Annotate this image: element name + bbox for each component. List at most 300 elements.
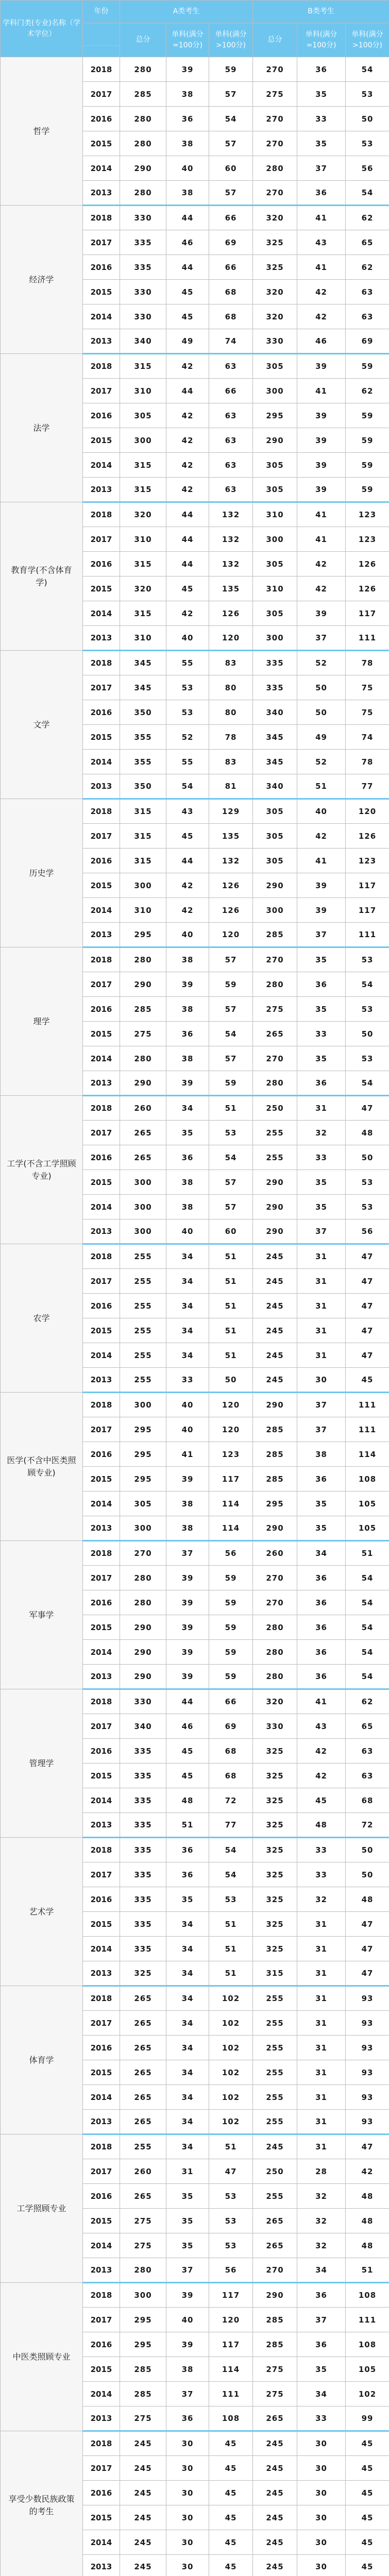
b-total-cell: 245 [253,1318,297,1343]
a-single-100-cell: 38 [166,1170,209,1195]
b-single-gt100-cell: 117 [346,873,389,898]
a-single-100-cell: 42 [166,873,209,898]
a-total-cell: 350 [120,774,166,799]
b-single-100-cell: 41 [297,255,346,280]
b-total-cell: 290 [253,1170,297,1195]
b-total-cell: 245 [253,2456,297,2481]
a-single-gt100-cell: 56 [209,2258,253,2283]
subject-name: 享受少数民族政策的考生 [1,2431,83,2576]
a-single-gt100-cell: 51 [209,1244,253,1269]
a-total-cell: 265 [120,1145,166,1170]
a-single-100-cell: 38 [166,997,209,1022]
b-single-gt100-cell: 51 [346,1541,389,1566]
b-single-100-cell: 28 [297,2159,346,2184]
subject-name: 医学(不含中医类照顾专业) [1,1393,83,1541]
b-total-cell: 285 [253,2332,297,2357]
b-single-100-cell: 34 [297,2382,346,2406]
b-single-100-cell: 37 [297,923,346,947]
b-total-cell: 290 [253,428,297,453]
a-single-100-header: 单科(满分=100分) [166,23,209,57]
table-header [1,1,389,57]
year-cell: 2013 [83,923,120,947]
year-cell: 2017 [83,675,120,700]
b-single-gt100-cell: 54 [346,972,389,997]
year-cell: 2016 [83,1442,120,1467]
b-single-100-cell: 30 [297,1368,346,1393]
a-single-gt100-cell: 114 [209,1516,253,1541]
b-total-cell: 280 [253,1640,297,1665]
a-total-cell: 330 [120,206,166,230]
a-total-cell: 290 [120,1665,166,1689]
b-total-cell: 345 [253,725,297,750]
a-single-100-cell: 34 [166,2060,209,2085]
a-single-100-cell: 34 [166,1912,209,1937]
a-single-100-cell: 45 [166,824,209,849]
year-cell: 2015 [83,131,120,156]
b-single-gt100-cell: 45 [346,2555,389,2576]
a-single-100-cell: 45 [166,280,209,304]
a-total-cell: 320 [120,502,166,527]
b-total-cell: 325 [253,1838,297,1862]
year-cell: 2016 [83,1294,120,1318]
b-total-cell: 325 [253,1887,297,1912]
year-cell: 2018 [83,206,120,230]
subject-column-header: 学科门类(专业)名称（学术学位） [1,1,83,57]
b-total-cell: 270 [253,131,297,156]
b-single-gt100-cell: 56 [346,156,389,181]
year-cell: 2014 [83,1492,120,1516]
a-single-100-cell: 36 [166,1862,209,1887]
year-cell: 2016 [83,700,120,725]
a-total-cell: 335 [120,1813,166,1838]
b-single-100-cell: 39 [297,873,346,898]
b-total-cell: 270 [253,107,297,131]
table-row [1,1986,389,2011]
a-single-gt100-cell: 135 [209,824,253,849]
year-header-spacer-2 [83,46,120,57]
b-single-100-cell: 35 [297,1516,346,1541]
a-single-gt100-cell: 51 [209,2134,253,2159]
b-single-100-cell: 50 [297,700,346,725]
b-single-100-cell: 35 [297,1170,346,1195]
a-total-cell: 305 [120,1492,166,1516]
year-cell: 2018 [83,1244,120,1269]
b-total-cell: 285 [253,923,297,947]
b-total-cell: 305 [253,799,297,824]
year-cell: 2015 [83,873,120,898]
a-single-gt100-cell: 117 [209,2332,253,2357]
a-total-cell: 315 [120,478,166,502]
subject-name: 文学 [1,651,83,799]
a-total-cell: 280 [120,1566,166,1590]
a-total-cell: 300 [120,2283,166,2308]
subject-name: 法学 [1,354,83,502]
b-single-gt100-cell: 93 [346,2011,389,2036]
b-single-100-cell: 35 [297,1046,346,1071]
b-single-gt100-cell: 93 [346,2085,389,2110]
b-single-gt100-cell: 50 [346,1022,389,1046]
a-single-100-cell: 48 [166,1788,209,1813]
b-single-100-cell: 34 [297,1541,346,1566]
year-cell: 2018 [83,502,120,527]
year-cell: 2014 [83,156,120,181]
b-single-gt100-cell: 111 [346,1393,389,1417]
a-total-cell: 255 [120,1368,166,1393]
a-total-cell: 330 [120,304,166,329]
b-single-100-cell: 31 [297,1318,346,1343]
a-single-100-cell: 36 [166,1838,209,1862]
a-single-100-cell: 30 [166,2530,209,2555]
b-single-100-cell: 37 [297,626,346,651]
year-cell: 2013 [83,1516,120,1541]
a-total-cell: 300 [120,1516,166,1541]
b-single-gt100-cell: 72 [346,1813,389,1838]
a-single-100-cell: 43 [166,799,209,824]
a-single-100-cell: 40 [166,2308,209,2332]
year-cell: 2014 [83,453,120,478]
b-total-cell: 270 [253,57,297,82]
b-single-100-cell: 31 [297,2060,346,2085]
a-single-gt100-cell: 45 [209,2456,253,2481]
b-total-cell: 300 [253,527,297,552]
group-b-header: B类考生 [253,1,389,23]
b-single-gt100-cell: 54 [346,1566,389,1590]
a-total-cell: 265 [120,2184,166,2209]
a-single-gt100-cell: 68 [209,1739,253,1764]
b-total-cell: 295 [253,1492,297,1516]
a-single-100-cell: 38 [166,82,209,107]
b-single-gt100-cell: 123 [346,527,389,552]
year-cell: 2018 [83,1838,120,1862]
b-single-gt100-cell: 59 [346,428,389,453]
a-single-100-cell: 30 [166,2555,209,2576]
b-single-100-cell: 50 [297,675,346,700]
year-cell: 2016 [83,1590,120,1615]
a-total-cell: 255 [120,1294,166,1318]
year-cell: 2017 [83,1714,120,1739]
b-single-100-cell: 36 [297,1640,346,1665]
subject-name: 体育学 [1,1986,83,2134]
b-single-100-cell: 30 [297,2530,346,2555]
a-single-100-cell: 44 [166,206,209,230]
b-single-gt100-cell: 62 [346,379,389,403]
year-column-header: 年份 [83,1,120,23]
a-single-gt100-header: 单科(满分>100分) [209,23,253,57]
a-single-gt100-cell: 80 [209,700,253,725]
b-single-100-cell: 31 [297,1244,346,1269]
year-cell: 2017 [83,2456,120,2481]
a-single-gt100-cell: 66 [209,255,253,280]
a-single-gt100-cell: 59 [209,57,253,82]
b-single-100-cell: 30 [297,2431,346,2456]
year-cell: 2018 [83,354,120,379]
a-total-header: 总分 [120,23,166,57]
b-total-cell: 295 [253,403,297,428]
b-single-100-header: 单科(满分=100分) [297,23,346,57]
a-single-gt100-cell: 63 [209,403,253,428]
a-single-gt100-cell: 53 [209,1887,253,1912]
a-single-gt100-cell: 59 [209,1665,253,1689]
a-single-gt100-cell: 51 [209,1269,253,1294]
b-single-100-cell: 31 [297,1912,346,1937]
a-total-cell: 280 [120,1046,166,1071]
year-cell: 2018 [83,1096,120,1121]
a-total-cell: 245 [120,2481,166,2505]
b-single-100-cell: 42 [297,824,346,849]
b-total-cell: 280 [253,1615,297,1640]
b-single-100-cell: 33 [297,1022,346,1046]
subject-name: 经济学 [1,206,83,354]
a-single-100-cell: 34 [166,1937,209,1961]
b-single-gt100-cell: 53 [346,997,389,1022]
a-total-cell: 280 [120,107,166,131]
b-total-cell: 325 [253,1739,297,1764]
b-total-cell: 270 [253,947,297,972]
b-single-100-cell: 35 [297,131,346,156]
b-single-gt100-cell: 93 [346,2036,389,2060]
b-total-cell: 290 [253,1195,297,1219]
b-single-gt100-cell: 78 [346,651,389,675]
a-single-gt100-cell: 63 [209,453,253,478]
b-single-100-cell: 34 [297,2258,346,2283]
b-single-gt100-cell: 53 [346,1170,389,1195]
a-single-gt100-cell: 117 [209,1467,253,1492]
b-single-gt100-cell: 65 [346,1714,389,1739]
year-cell: 2015 [83,1615,120,1640]
a-single-100-cell: 44 [166,379,209,403]
table-row [1,354,389,379]
year-cell: 2016 [83,2036,120,2060]
b-single-gt100-cell: 47 [346,1343,389,1368]
year-cell: 2016 [83,1739,120,1764]
a-total-cell: 290 [120,1071,166,1096]
a-total-cell: 300 [120,1219,166,1244]
table-row [1,1541,389,1566]
a-total-cell: 275 [120,2233,166,2258]
b-single-100-cell: 42 [297,1739,346,1764]
a-single-gt100-cell: 80 [209,675,253,700]
b-single-100-cell: 42 [297,280,346,304]
b-single-gt100-cell: 111 [346,923,389,947]
subject-name: 理学 [1,947,83,1096]
a-single-gt100-cell: 51 [209,1294,253,1318]
b-total-cell: 290 [253,2283,297,2308]
b-total-cell: 290 [253,1219,297,1244]
b-single-100-cell: 33 [297,1838,346,1862]
a-total-cell: 355 [120,750,166,774]
year-cell: 2015 [83,1318,120,1343]
b-total-cell: 285 [253,2308,297,2332]
subject-name: 教育学(不含体育学) [1,502,83,651]
b-single-100-cell: 49 [297,725,346,750]
b-single-gt100-cell: 54 [346,1665,389,1689]
b-single-gt100-cell: 63 [346,304,389,329]
b-total-cell: 305 [253,824,297,849]
year-cell: 2017 [83,527,120,552]
a-single-gt100-cell: 45 [209,2555,253,2576]
a-single-gt100-cell: 57 [209,1195,253,1219]
a-total-cell: 255 [120,1343,166,1368]
a-total-cell: 260 [120,1096,166,1121]
b-single-gt100-cell: 53 [346,1046,389,1071]
b-single-gt100-cell: 45 [346,2505,389,2530]
a-single-gt100-cell: 120 [209,1417,253,1442]
year-cell: 2014 [83,304,120,329]
year-cell: 2013 [83,1368,120,1393]
a-single-100-cell: 42 [166,403,209,428]
b-single-100-cell: 32 [297,2233,346,2258]
b-total-cell: 245 [253,1368,297,1393]
a-single-gt100-cell: 51 [209,1961,253,1986]
year-cell: 2016 [83,552,120,577]
b-single-100-cell: 36 [297,1665,346,1689]
a-single-gt100-cell: 54 [209,1862,253,1887]
year-cell: 2013 [83,1961,120,1986]
b-single-gt100-cell: 75 [346,675,389,700]
a-single-gt100-cell: 102 [209,2085,253,2110]
a-single-100-cell: 38 [166,947,209,972]
b-single-100-cell: 35 [297,997,346,1022]
a-single-gt100-cell: 102 [209,1986,253,2011]
b-single-100-cell: 42 [297,1764,346,1788]
table-row [1,799,389,824]
b-total-cell: 305 [253,849,297,873]
b-total-cell: 260 [253,1541,297,1566]
b-single-100-cell: 36 [297,2332,346,2357]
a-single-gt100-cell: 59 [209,1071,253,1096]
b-single-gt100-cell: 59 [346,403,389,428]
b-single-gt100-cell: 53 [346,1195,389,1219]
b-total-cell: 245 [253,2555,297,2576]
year-cell: 2015 [83,1170,120,1195]
a-single-100-cell: 51 [166,1813,209,1838]
b-single-gt100-cell: 54 [346,1615,389,1640]
year-cell: 2018 [83,2134,120,2159]
year-cell: 2013 [83,2258,120,2283]
b-single-100-cell: 35 [297,947,346,972]
b-single-gt100-cell: 50 [346,107,389,131]
a-single-100-cell: 39 [166,2332,209,2357]
a-single-gt100-cell: 117 [209,2283,253,2308]
b-single-100-cell: 36 [297,1590,346,1615]
b-single-gt100-cell: 47 [346,1318,389,1343]
a-single-100-cell: 41 [166,1442,209,1467]
year-cell: 2017 [83,824,120,849]
b-total-cell: 275 [253,2357,297,2382]
subject-name: 管理学 [1,1689,83,1838]
a-single-gt100-cell: 57 [209,181,253,206]
b-single-gt100-cell: 77 [346,774,389,799]
b-total-header: 总分 [253,23,297,57]
a-total-cell: 340 [120,1714,166,1739]
b-single-gt100-cell: 45 [346,2481,389,2505]
a-single-100-cell: 42 [166,898,209,923]
a-single-100-cell: 44 [166,849,209,873]
subject-name: 哲学 [1,57,83,206]
year-cell: 2013 [83,2110,120,2134]
year-cell: 2018 [83,1986,120,2011]
subject-name: 工学(不含工学照顾专业) [1,1096,83,1244]
year-cell: 2014 [83,601,120,626]
b-single-100-cell: 37 [297,156,346,181]
b-single-gt100-cell: 108 [346,1467,389,1492]
b-total-cell: 245 [253,2134,297,2159]
a-single-100-cell: 34 [166,1294,209,1318]
a-single-gt100-cell: 51 [209,1912,253,1937]
a-single-100-cell: 44 [166,1689,209,1714]
b-single-100-cell: 39 [297,354,346,379]
a-total-cell: 315 [120,354,166,379]
a-single-gt100-cell: 59 [209,972,253,997]
b-total-cell: 290 [253,1516,297,1541]
year-cell: 2017 [83,1269,120,1294]
a-single-gt100-cell: 74 [209,329,253,354]
b-single-100-cell: 30 [297,2481,346,2505]
a-single-100-cell: 45 [166,1739,209,1764]
b-single-100-cell: 35 [297,1195,346,1219]
year-cell: 2015 [83,1467,120,1492]
a-total-cell: 245 [120,2505,166,2530]
year-cell: 2015 [83,2209,120,2233]
a-single-100-cell: 34 [166,1986,209,2011]
a-total-cell: 315 [120,453,166,478]
b-total-cell: 320 [253,206,297,230]
table-row [1,1393,389,1417]
a-single-gt100-cell: 57 [209,947,253,972]
b-single-gt100-cell: 54 [346,1071,389,1096]
b-total-cell: 280 [253,972,297,997]
a-single-gt100-cell: 53 [209,2209,253,2233]
a-total-cell: 300 [120,1195,166,1219]
a-single-100-cell: 40 [166,626,209,651]
b-total-cell: 255 [253,2011,297,2036]
b-total-cell: 325 [253,1764,297,1788]
year-cell: 2017 [83,2011,120,2036]
a-single-100-cell: 40 [166,1219,209,1244]
a-single-100-cell: 34 [166,1244,209,1269]
a-single-100-cell: 55 [166,651,209,675]
b-total-cell: 245 [253,2431,297,2456]
b-single-gt100-cell: 50 [346,1838,389,1862]
a-total-cell: 335 [120,1887,166,1912]
b-single-gt100-cell: 45 [346,2431,389,2456]
year-cell: 2014 [83,1046,120,1071]
year-cell: 2013 [83,774,120,799]
a-total-cell: 315 [120,601,166,626]
a-single-gt100-cell: 123 [209,1442,253,1467]
a-single-gt100-cell: 102 [209,2011,253,2036]
a-single-100-cell: 44 [166,527,209,552]
a-single-gt100-cell: 57 [209,1170,253,1195]
b-total-cell: 320 [253,1689,297,1714]
a-single-100-cell: 38 [166,131,209,156]
b-single-100-cell: 36 [297,1615,346,1640]
a-total-cell: 280 [120,181,166,206]
b-total-cell: 315 [253,1961,297,1986]
b-single-100-cell: 52 [297,651,346,675]
a-total-cell: 290 [120,156,166,181]
a-single-gt100-cell: 108 [209,2406,253,2431]
b-single-gt100-cell: 93 [346,2060,389,2085]
b-single-100-cell: 39 [297,478,346,502]
year-cell: 2014 [83,2233,120,2258]
a-single-100-cell: 42 [166,354,209,379]
b-total-cell: 270 [253,1046,297,1071]
a-single-gt100-cell: 57 [209,1046,253,1071]
a-single-100-cell: 42 [166,453,209,478]
b-single-100-cell: 33 [297,1862,346,1887]
b-single-gt100-cell: 59 [346,478,389,502]
